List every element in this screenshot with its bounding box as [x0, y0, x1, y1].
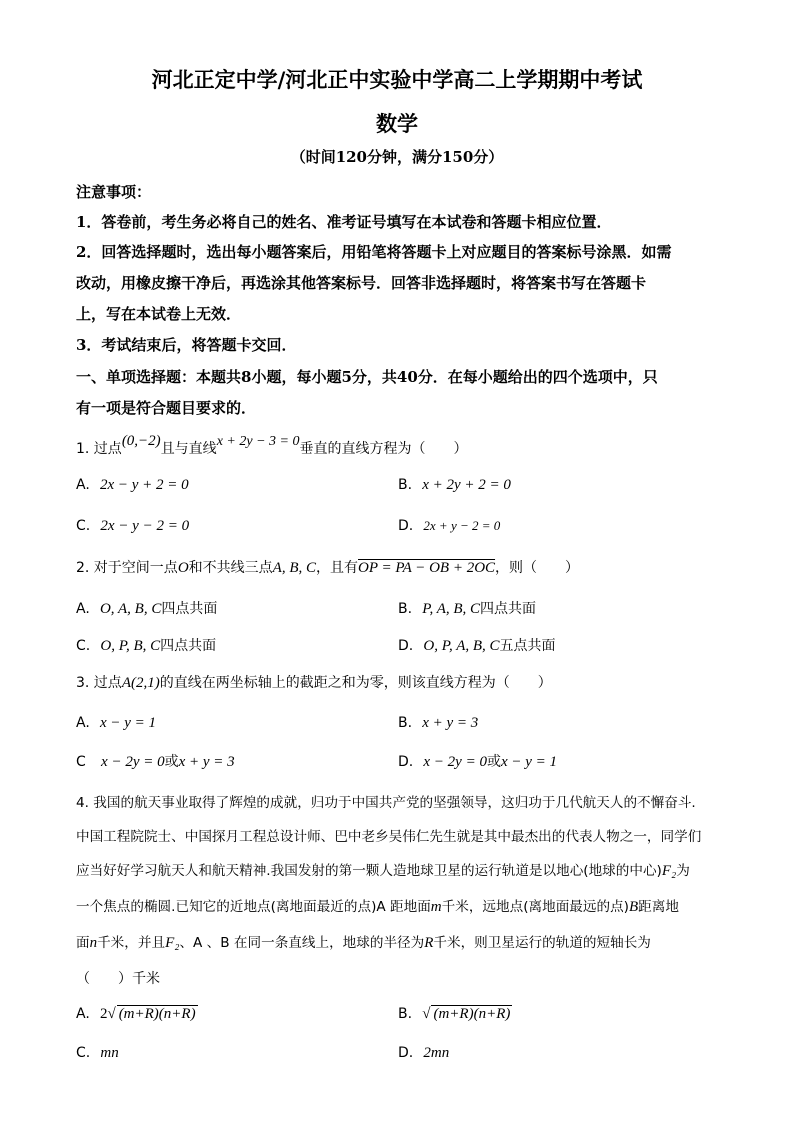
q3-text-2: 的直线在两坐标轴上的截距之和为零，则该直线方程为（ ） [159, 675, 552, 691]
q1-option-c [76, 515, 189, 535]
option-label: A. [76, 715, 90, 731]
option-text: 四点共面 [160, 638, 217, 654]
option-label: A. [76, 1006, 90, 1022]
subject-title: 数学 [376, 111, 418, 136]
option-radicand: (m+R)(n+R) [118, 1006, 196, 1022]
q2-option-a [76, 598, 217, 618]
q2-vector-equation: OP = PA − OB + 2OC [358, 560, 496, 576]
option-text: 2x − y − 2 = 0 [100, 518, 190, 534]
q3-option-b [398, 712, 478, 732]
q1-point: (0,−2) [121, 433, 161, 449]
q4-text: 距离地 [638, 899, 679, 915]
q3-option-d [398, 751, 557, 771]
option-label: C. [76, 1045, 91, 1061]
option-label: D. [398, 754, 414, 770]
question-1-stem [76, 433, 468, 458]
time-note: （时间120分钟，满分150分） [290, 148, 504, 166]
question-3-stem [76, 672, 552, 692]
option-math-2: x + y = 3 [178, 754, 235, 770]
option-coefficient: 2 [99, 1006, 108, 1022]
option-math: O, P, A, B, C [423, 638, 500, 654]
option-label: B. [398, 477, 413, 493]
q4-option-b [398, 1003, 512, 1023]
q4-text: 千米，并且 [97, 935, 166, 951]
q4-option-d [398, 1042, 449, 1062]
q4-text: 应当好好学习航天人和航天精神.我国发射的第一颗人造地球卫星的运行轨道是以地心(地球的中心) [76, 863, 662, 879]
q2-text-3: ，且有 [316, 560, 358, 576]
option-label: C. [76, 638, 91, 654]
option-label: B. [398, 715, 413, 731]
option-label: A. [76, 477, 90, 493]
option-text: x + y = 3 [422, 715, 479, 731]
option-label: D. [398, 638, 414, 654]
notice-item-2-line-2: 改动，用橡皮擦干净后，再选涂其他答案标号．回答非选择题时，将答案书写在答题卡 [76, 274, 647, 292]
q2-option-c [76, 635, 216, 655]
q2-text-4: ，则（ ） [495, 560, 580, 576]
sqrt-sign: √ [107, 1006, 116, 1022]
q4-math: n [89, 935, 98, 951]
notice-item-1: 1．答卷前，考生务必将自己的姓名、准考证号填写在本试卷和答题卡相应位置． [76, 213, 612, 231]
q1-text-1: 1. 过点 [76, 441, 122, 457]
option-radicand: (m+R)(n+R) [433, 1006, 511, 1022]
q2-text-1: 2. 对于空间一点 [76, 560, 178, 576]
q4-line-1: 4. 我国的航天事业取得了辉煌的成就，归功于中国共产党的坚强领导，这归功于几代航天人的不懈奋斗. [76, 795, 696, 811]
q4-math: m [430, 899, 442, 915]
notice-item-3: 3．考试结束后，将答题卡交回． [76, 336, 297, 354]
option-label: B. [398, 601, 413, 617]
option-label: C [76, 754, 86, 770]
q4-math: B [628, 899, 639, 915]
q4-math: F₂ [661, 863, 677, 879]
q4-text: 千米，远地点(离地面最远的点) [441, 899, 629, 915]
option-text: 四点共面 [161, 601, 218, 617]
q3-option-c [76, 751, 235, 771]
section-1-line-2: 有一项是符合题目要求的． [76, 399, 257, 417]
q2-option-d [398, 635, 556, 655]
q4-text: 千米，则卫星运行的轨道的短轴长为 [433, 935, 651, 951]
q4-line-2: 中国工程院院士、中国探月工程总设计师、巴中老乡吴伟仁先生就是其中最杰出的代表人物之一，同学们 [76, 829, 702, 845]
q4-option-a [76, 1003, 198, 1023]
q2-point-o: O [177, 560, 189, 576]
notice-item-2-line-3: 上，写在本试卷上无效． [76, 305, 242, 323]
option-text: 五点共面 [499, 638, 556, 654]
option-math: P, A, B, C [422, 601, 481, 617]
q4-math: R [424, 935, 434, 951]
option-text: 四点共面 [480, 601, 537, 617]
option-label: C. [76, 518, 91, 534]
q4-line-6: （ ）千米 [76, 971, 160, 987]
option-text: mn [100, 1045, 119, 1061]
q3-text-1: 3. 过点 [76, 675, 122, 691]
option-math-1: x − 2y = 0 [423, 754, 487, 770]
q2-text-2: 和不共线三点 [188, 560, 273, 576]
option-label: A. [76, 601, 90, 617]
option-or: 或 [486, 754, 501, 770]
exam-title: 河北正定中学/河北正中实验中学高二上学期期中考试 [151, 67, 643, 92]
option-math-1: x − 2y = 0 [101, 754, 165, 770]
q3-point: A(2,1) [121, 675, 160, 691]
option-text: 2x + y − 2 = 0 [423, 518, 501, 533]
option-text: 2x − y + 2 = 0 [99, 477, 189, 493]
q1-option-d [398, 515, 500, 534]
option-text: x − y = 1 [99, 715, 157, 731]
q4-text: 、A 、B 在同一条直线上，地球的半径为 [179, 935, 425, 951]
option-math-2: x − y = 1 [500, 754, 558, 770]
section-1-line-1: 一、单项选择题：本题共8小题，每小题5分，共40分．在每小题给出的四个选项中，只 [76, 368, 658, 386]
q4-text: 面 [76, 935, 90, 951]
q3-option-a [76, 712, 156, 732]
q2-points: A, B, C [272, 560, 316, 576]
sqrt-sign: √ [422, 1006, 431, 1022]
q4-line-5 [76, 931, 651, 952]
option-label: D. [398, 1045, 414, 1061]
question-2-stem [76, 557, 579, 577]
q4-text: 为 [676, 863, 690, 879]
q1-option-a [76, 474, 189, 494]
option-label: D. [398, 518, 414, 534]
q4-math: F₂ [165, 935, 180, 951]
notice-item-2-line-1: 2．回答选择题时，选出每小题答案后，用铅笔将答题卡上对应题目的答案标号涂黑．如需 [76, 243, 672, 261]
q1-line: x + 2y − 3 = 0 [216, 434, 300, 449]
q1-text-2: 且与直线 [160, 441, 217, 457]
q1-option-b [398, 474, 511, 494]
q4-text: 一个焦点的椭圆.已知它的近地点(离地面最近的点)A 距地面 [76, 899, 431, 915]
q4-line-4 [76, 895, 679, 916]
notice-heading: 注意事项： [76, 183, 152, 201]
q4-option-c [76, 1042, 119, 1062]
option-text: 2mn [423, 1045, 450, 1061]
option-label: B. [398, 1006, 413, 1022]
q1-text-3: 垂直的直线方程为（ ） [299, 441, 468, 457]
option-math: O, A, B, C [99, 601, 162, 617]
q4-line-3 [76, 859, 690, 880]
option-or: 或 [164, 754, 179, 770]
q2-option-b [398, 598, 536, 618]
option-text: x + 2y + 2 = 0 [422, 477, 511, 493]
option-math: O, P, B, C [100, 638, 161, 654]
